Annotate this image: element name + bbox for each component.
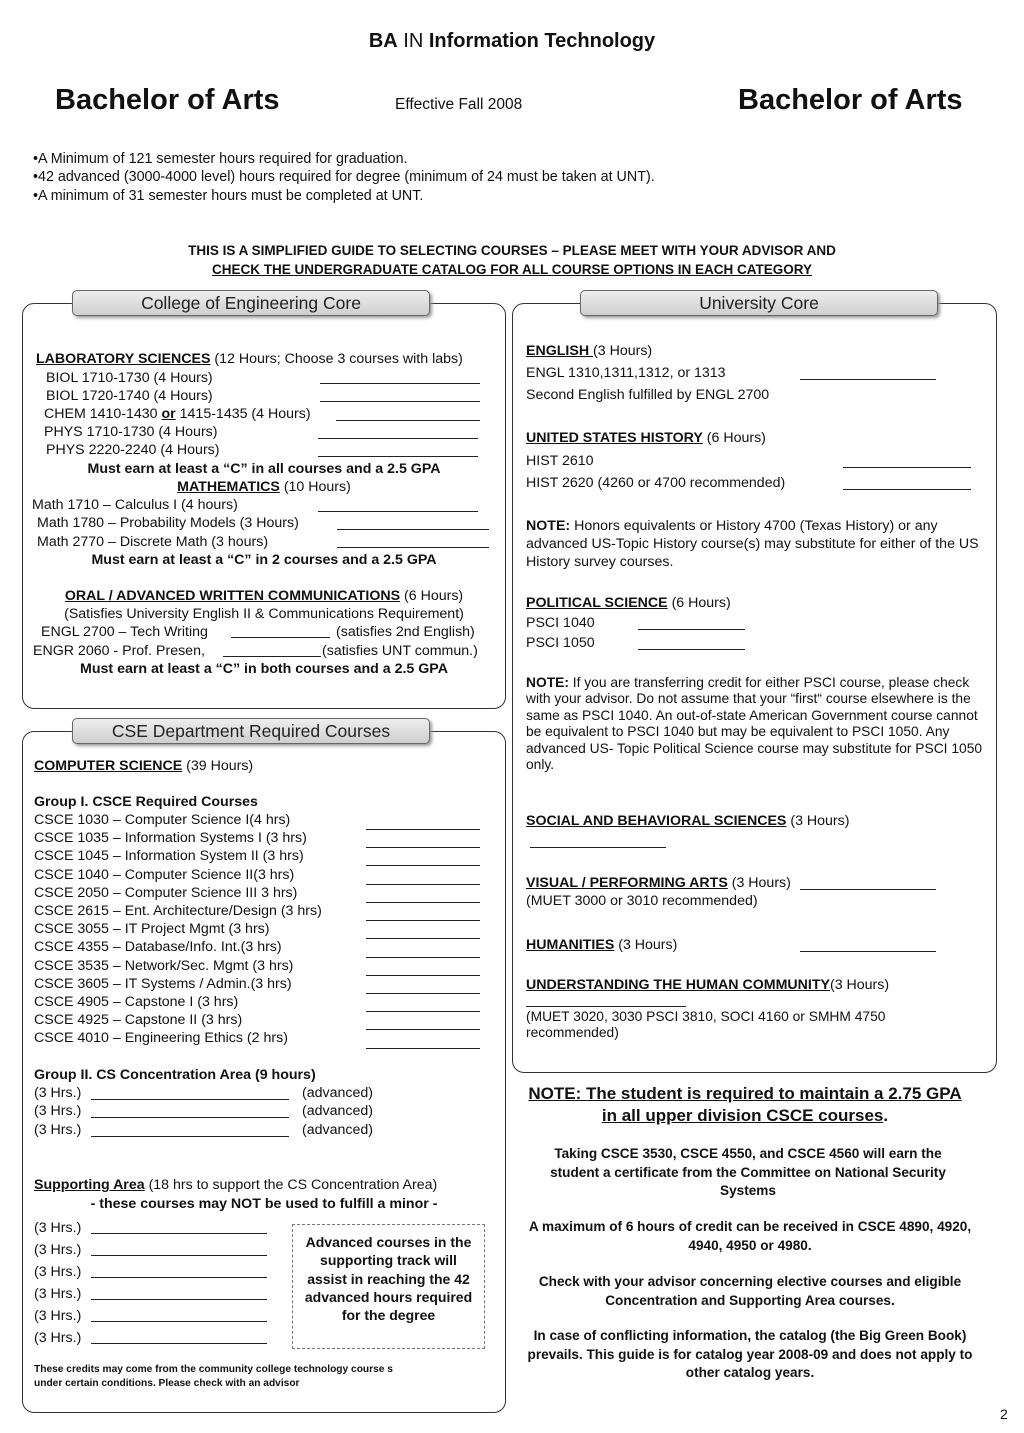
requirement-item: •A Minimum of 121 semester hours required for graduation. — [33, 151, 408, 167]
blank-line[interactable] — [318, 511, 478, 512]
community-college-note: These credits may come from the community college technology course s under certain conditions. Please check with an advisor — [34, 1364, 393, 1389]
blank-line[interactable] — [526, 1006, 686, 1007]
group-2-heading: Group II. CS Concentration Area (9 hours) — [34, 1067, 316, 1083]
math-gpa-note: Must earn at least a “C” in 2 courses and a 2.5 GPA — [91, 552, 437, 568]
advisor-note: Check with your advisor concerning elective courses and eligible Concentration and Supporting Area courses. — [538, 1274, 962, 1308]
csce-course: CSCE 4905 – Capstone I (3 hrs) — [34, 994, 239, 1011]
supporting-row: (3 Hrs.) — [34, 1242, 82, 1258]
csce-course: CSCE 2615 – Ent. Architecture/Design (3 hrs) — [34, 903, 322, 920]
csce-course: CSCE 1045 – Information System II (3 hrs) — [34, 848, 304, 865]
blank-line[interactable] — [91, 1321, 267, 1322]
blank-line[interactable] — [320, 383, 480, 384]
supporting-row: (3 Hrs.) — [34, 1264, 82, 1280]
blank-line[interactable] — [800, 951, 936, 952]
us-history-heading: UNITED STATES HISTORY (6 Hours) — [526, 430, 766, 446]
lab-course-chem: CHEM 1410-1430 or 1415-1435 (4 Hours) — [44, 406, 311, 422]
communications-gpa-note: Must earn at least a “C” in both courses and a 2.5 GPA — [80, 661, 448, 677]
requirement-item: •A minimum of 31 semester hours must be completed at UNT. — [33, 187, 424, 204]
blank-line[interactable] — [366, 902, 480, 903]
concentration-row: (3 Hrs.) — [34, 1085, 82, 1101]
blank-line[interactable] — [318, 456, 478, 457]
lab-course-biol-1710: BIOL 1710-1730 (4 Hours) — [46, 370, 213, 386]
guide-line-2: CHECK THE UNDERGRADUATE CATALOG FOR ALL COURSE OPTIONS IN EACH CATEGORY — [211, 261, 812, 277]
advanced-courses-box: Advanced courses in the supporting track will assist in reaching the 42 advanced hours required for the degree — [292, 1224, 485, 1349]
advanced-label: (advanced) — [302, 1122, 373, 1138]
blank-line[interactable] — [366, 847, 480, 848]
blank-line[interactable] — [366, 829, 480, 830]
left-title: Bachelor of Arts — [55, 84, 280, 116]
supporting-row: (3 Hrs.) — [34, 1286, 82, 1302]
blank-line[interactable] — [91, 1277, 267, 1278]
social-sciences-heading: SOCIAL AND BEHAVIORAL SCIENCES (3 Hours) — [526, 813, 850, 829]
csce-course: CSCE 4010 – Engineering Ethics (2 hrs) — [34, 1030, 288, 1047]
second-english-note: Second English fulfilled by ENGL 2700 — [526, 387, 770, 403]
english-heading: ENGLISH (3 Hours) — [526, 343, 653, 359]
page-number: 2 — [1000, 1406, 1008, 1422]
effective-date: Effective Fall 2008 — [395, 96, 523, 113]
math-heading: MATHEMATICS (10 Hours) — [177, 479, 351, 495]
degree-heading — [0, 30, 1024, 53]
engr-2060-label: ENGR 2060 - Prof. Presen, — [33, 643, 205, 659]
communications-heading: ORAL / ADVANCED WRITTEN COMMUNICATIONS (6 Hours) — [64, 588, 464, 604]
blank-line[interactable] — [366, 1011, 480, 1012]
tab-cse-department: CSE Department Required Courses — [72, 718, 430, 744]
blank-line[interactable] — [337, 547, 489, 548]
math-course-1710: Math 1710 – Calculus I (4 hours) — [32, 497, 238, 513]
blank-line[interactable] — [337, 529, 489, 530]
csce-course: CSCE 1030 – Computer Science I(4 hrs) — [34, 812, 291, 828]
psci-1040: PSCI 1040 — [526, 615, 595, 631]
blank-line[interactable] — [320, 401, 480, 402]
blank-line[interactable] — [843, 467, 971, 468]
catalog-note: In case of conflicting information, the catalog (the Big Green Book) prevails. This guide is for catalog year 2008-09 and does not apply to other catalog years. — [527, 1328, 973, 1380]
degree-field: Information Technology — [428, 30, 656, 52]
visual-arts-heading: VISUAL / PERFORMING ARTS (3 Hours) — [526, 875, 791, 891]
certificate-note: Taking CSCE 3530, CSCE 4550, and CSCE 4560 will earn the student a certificate from the Committee on National Security Systems — [550, 1146, 946, 1198]
guide-notice — [0, 242, 1024, 279]
blank-line[interactable] — [91, 1117, 289, 1118]
csce-course: CSCE 3055 – IT Project Mgmt (3 hrs) — [34, 921, 270, 938]
blank-line[interactable] — [91, 1299, 267, 1300]
supporting-row: (3 Hrs.) — [34, 1220, 82, 1236]
blank-line[interactable] — [366, 1029, 480, 1030]
csce-course: CSCE 2050 – Computer Science III 3 hrs) — [34, 884, 298, 901]
blank-line[interactable] — [231, 637, 330, 638]
computer-science-heading: COMPUTER SCIENCE (39 Hours) — [34, 758, 254, 774]
human-community-heading: UNDERSTANDING THE HUMAN COMMUNITY(3 Hours) — [526, 977, 890, 993]
communications-subtitle: (Satisfies University English II & Communications Requirement) — [64, 606, 464, 622]
hist-2610: HIST 2610 — [526, 453, 594, 469]
blank-line[interactable] — [366, 938, 480, 939]
blank-line[interactable] — [366, 975, 480, 976]
engl-2700-label: ENGL 2700 – Tech Writing — [41, 624, 208, 640]
lab-sciences-heading: LABORATORY SCIENCES (12 Hours; Choose 3 courses with labs) — [36, 351, 463, 367]
blank-line[interactable] — [530, 847, 666, 848]
supporting-row: (3 Hrs.) — [34, 1308, 82, 1324]
psci-1050: PSCI 1050 — [526, 635, 595, 651]
blank-line[interactable] — [91, 1343, 267, 1344]
csce-course-list — [34, 811, 322, 1048]
engr-2060-note: (satisfies UNT commun.) — [322, 643, 478, 659]
tab-university-core: University Core — [580, 290, 938, 316]
csce-course: CSCE 1040 – Computer Science II(3 hrs) — [34, 866, 295, 883]
supporting-area-heading: Supporting Area (18 hrs to support the CS Concentration Area) — [34, 1177, 438, 1193]
blank-line[interactable] — [638, 649, 745, 650]
blank-line[interactable] — [366, 1048, 480, 1049]
lab-course-phys-2220: PHYS 2220-2240 (4 Hours) — [46, 442, 220, 458]
blank-line[interactable] — [366, 884, 480, 885]
blank-line[interactable] — [91, 1233, 267, 1234]
engl-2700-note: (satisfies 2nd English) — [336, 624, 475, 640]
requirement-item: •42 advanced (3000-4000 level) hours required for degree (minimum of 24 must be taken at UNT). — [33, 169, 655, 186]
history-note: NOTE: Honors equivalents or History 4700 (Texas History) or any advanced US-Topic History course(s) may substitute for either of the US History survey courses. — [526, 518, 979, 571]
blank-line[interactable] — [638, 629, 745, 630]
blank-line[interactable] — [91, 1099, 289, 1100]
blank-line[interactable] — [91, 1136, 289, 1137]
requirements-list — [33, 150, 655, 205]
english-courses: ENGL 1310,1311,1312, or 1313 — [526, 365, 726, 381]
concentration-row: (3 Hrs.) — [34, 1103, 82, 1119]
lab-course-biol-1720: BIOL 1720-1740 (4 Hours) — [46, 388, 213, 404]
not-minor-note: - these courses may NOT be used to fulfill a minor - — [90, 1196, 438, 1212]
blank-line[interactable] — [800, 379, 936, 380]
blank-line[interactable] — [366, 920, 480, 921]
csce-course: CSCE 3535 – Network/Sec. Mgmt (3 hrs) — [34, 957, 294, 974]
blank-line[interactable] — [366, 957, 480, 958]
blank-line[interactable] — [91, 1255, 267, 1256]
concentration-row: (3 Hrs.) — [34, 1122, 82, 1138]
blank-line[interactable] — [366, 993, 480, 994]
csce-course: CSCE 4355 – Database/Info. Int.(3 hrs) — [34, 939, 282, 956]
blank-line[interactable] — [843, 489, 971, 490]
blank-line[interactable] — [318, 438, 478, 439]
blank-line[interactable] — [223, 656, 321, 657]
math-course-2770: Math 2770 – Discrete Math (3 hours) — [37, 534, 269, 550]
guide-line-1: THIS IS A SIMPLIFIED GUIDE TO SELECTING COURSES – PLEASE MEET WITH YOUR ADVISOR AND — [188, 243, 836, 258]
group-1-heading: Group I. CSCE Required Courses — [34, 794, 258, 810]
blank-line[interactable] — [336, 420, 480, 421]
human-community-recommendation: (MUET 3020, 3030 PSCI 3810, SOCI 4160 or SMHM 4750 recommended) — [526, 1009, 886, 1041]
tab-engineering-core: College of Engineering Core — [72, 290, 430, 316]
math-course-1780: Math 1780 – Probability Models (3 Hours) — [37, 515, 299, 531]
degree-in: IN — [403, 30, 424, 52]
lab-course-phys-1710: PHYS 1710-1730 (4 Hours) — [44, 424, 218, 440]
csce-course: CSCE 4925 – Capstone II (3 hrs) — [34, 1012, 243, 1029]
blank-line[interactable] — [800, 889, 936, 890]
advanced-label: (advanced) — [302, 1085, 373, 1101]
right-title: Bachelor of Arts — [738, 84, 963, 116]
humanities-heading: HUMANITIES (3 Hours) — [526, 937, 678, 953]
visual-arts-recommendation: (MUET 3000 or 3010 recommended) — [526, 893, 758, 909]
csce-course: CSCE 3605 – IT Systems / Admin.(3 hrs) — [34, 975, 292, 992]
gpa-requirement-note: NOTE: The student is required to maintain a 2.75 GPA in all upper division CSCE courses. — [528, 1084, 962, 1125]
supporting-rows — [34, 1217, 81, 1349]
max-credit-note: A maximum of 6 hours of credit can be received in CSCE 4890, 4920, 4940, 4950 or 4980. — [528, 1219, 972, 1253]
blank-line[interactable] — [366, 865, 480, 866]
political-science-note: NOTE: If you are transferring credit for either PSCI course, please check with your advisor. Do not assume that your “first“ course elsewhere is the same as PSCI 1040. An out-of-state American Government course cannot be equivalent to PSCI 1040 but may be equivalent to PSCI 1050. Any advanced US- Topic Political Science course may substitute for PSCI 1050 only. — [526, 675, 983, 773]
csce-course: CSCE 1035 – Information Systems I (3 hrs) — [34, 830, 307, 847]
supporting-row: (3 Hrs.) — [34, 1330, 82, 1346]
hist-2620: HIST 2620 (4260 or 4700 recommended) — [526, 475, 786, 491]
degree-ba: BA — [368, 30, 398, 52]
lab-gpa-note: Must earn at least a “C” in all courses and a 2.5 GPA — [87, 461, 441, 477]
advanced-label: (advanced) — [302, 1103, 373, 1119]
political-science-heading: POLITICAL SCIENCE (6 Hours) — [526, 595, 731, 611]
